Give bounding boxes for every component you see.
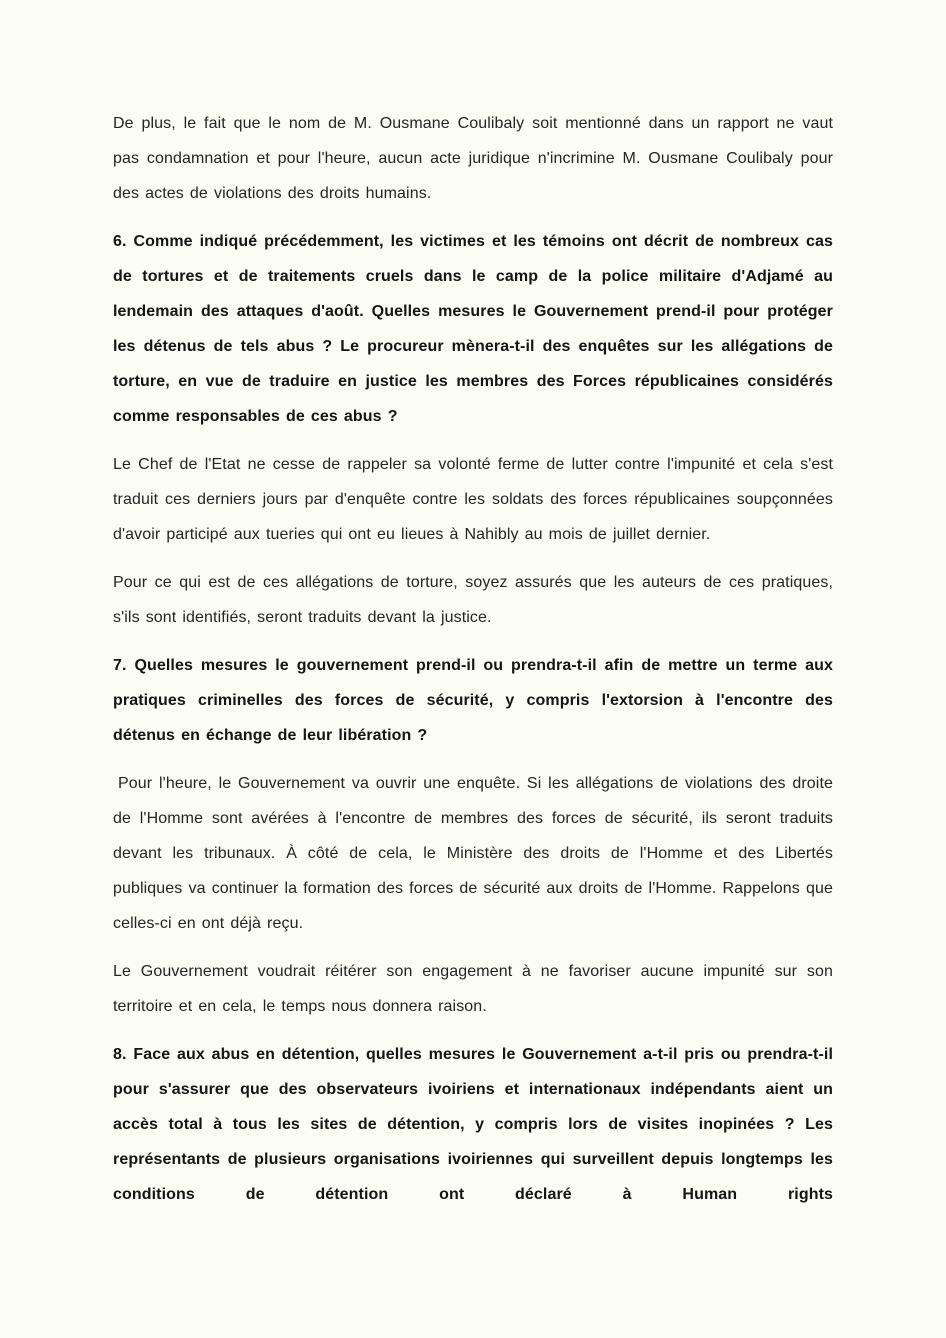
answer-6-torture-allegations: Pour ce qui est de ces allégations de torture, soyez assurés que les auteurs de ces pratiques, s'ils sont identifiés, seront traduits devant la justice. — [113, 574, 833, 626]
paragraph-coulibaly-clarification: De plus, le fait que le nom de M. Ousmane Coulibaly soit mentionné dans un rapport ne vaut pas condamnation et pour l'heure, aucun acte juridique n'incrimine M. Ousmane Coulibaly pour des actes de violations des droits humains. — [113, 115, 833, 202]
question-8: 8. Face aux abus en détention, quelles mesures le Gouvernement a-t-il pris ou prendra-t-il pour s'assurer que des observateurs ivoiriens et internationaux indépendants aient un accès total à tous les sites de détention, y compris lors de visites inopinées ? Les représentants de plusieurs organisations ivoiriennes qui surveillent depuis longtemps les conditions de détention ont déclaré à Human rights — [113, 1046, 833, 1203]
answer-7-inquiry: Pour l'heure, le Gouvernement va ouvrir une enquête. Si les allégations de violations des droite de l'Homme sont avérées à l'encontre de membres des forces de sécurité, ils seront traduits devant les tribunaux. À côté de cela, le Ministère des droits de l'Homme et des Libertés publiques va continuer la formation des forces de sécurité aux droits de l'Homme. Rappelons que celles-ci en ont déjà reçu. — [113, 775, 833, 932]
answer-6-impunity-statement: Le Chef de l'Etat ne cesse de rappeler sa volonté ferme de lutter contre l'impunité et cela s'est traduit ces derniers jours par d'enquête contre les soldats des forces républicaines soupçonnées d'avoir participé aux tueries qui ont eu lieues à Nahibly au mois de juillet dernier. — [113, 456, 833, 543]
question-7: 7. Quelles mesures le gouvernement prend-il ou prendra-t-il afin de mettre un terme aux pratiques criminelles des forces de sécurité, y compris l'extorsion à l'encontre des détenus en échange de leur libération ? — [113, 657, 833, 744]
answer-7-commitment: Le Gouvernement voudrait réitérer son engagement à ne favoriser aucune impunité sur son territoire et en cela, le temps nous donnera raison. — [113, 963, 833, 1015]
question-6: 6. Comme indiqué précédemment, les victimes et les témoins ont décrit de nombreux cas de tortures et de traitements cruels dans le camp de la police militaire d'Adjamé au lendemain des attaques d'août. Quelles mesures le Gouvernement prend-il pour protéger les détenus de tels abus ? Le procureur mènera-t-il des enquêtes sur les allégations de torture, en vue de traduire en justice les membres des Forces républicaines considérés comme responsables de ces abus ? — [113, 233, 833, 425]
